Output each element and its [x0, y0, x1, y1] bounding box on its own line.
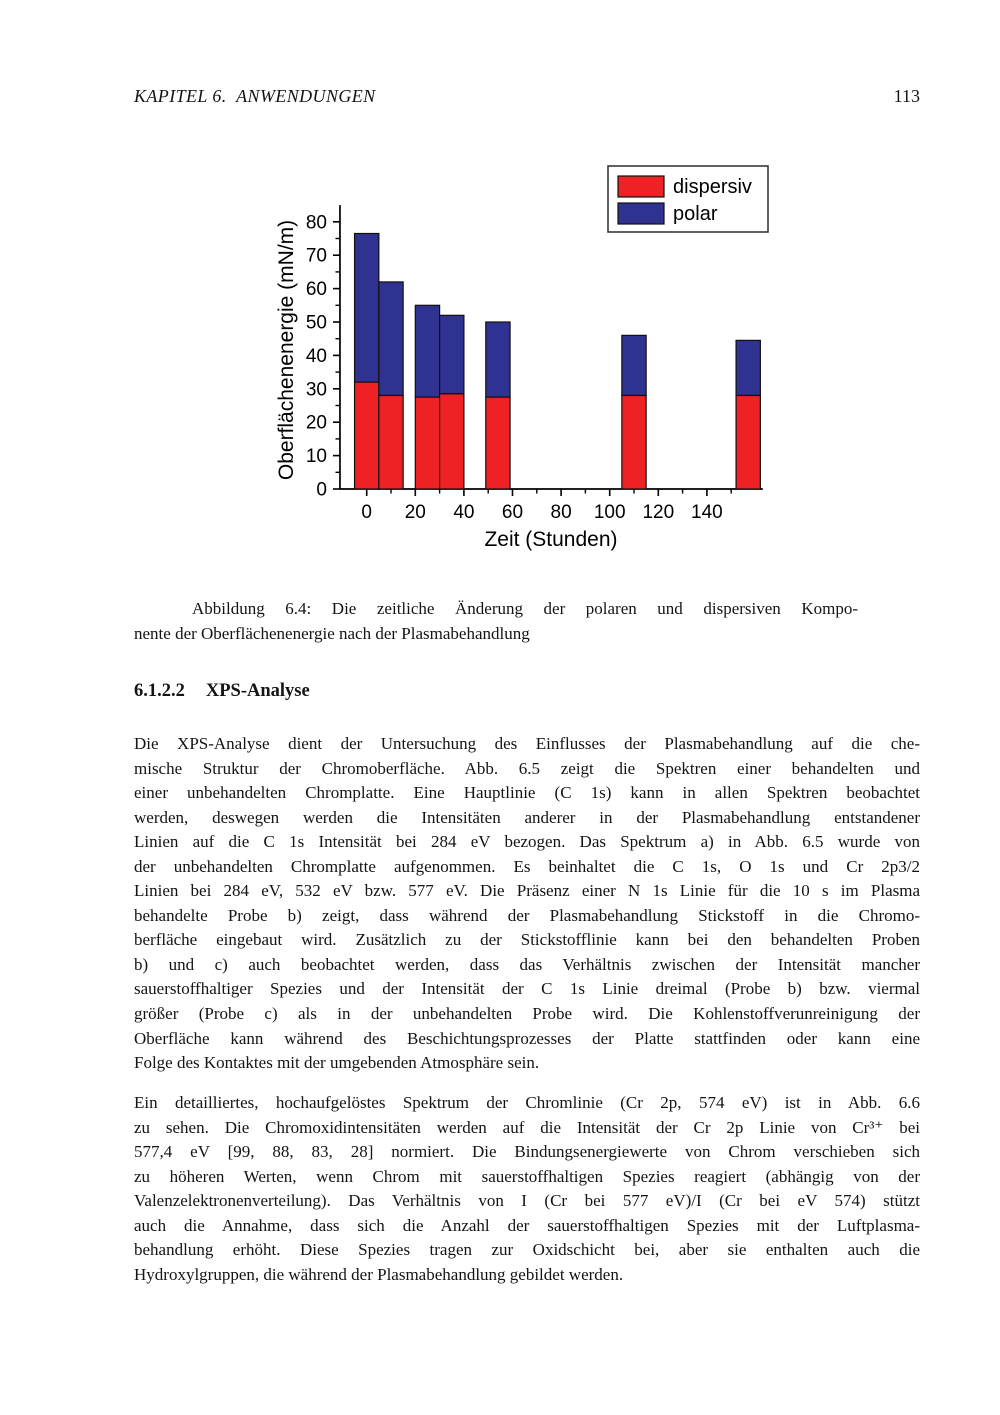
paragraph-line: b) und c) auch beobachtet werden, dass das Verhältnis zwischen der Intensität mancher [134, 954, 920, 974]
bar-polar-segment [379, 282, 403, 396]
caption-line: nente der Oberflächenenergie nach der Plasmabehandlung [134, 623, 530, 643]
legend-label-dispersiv: dispersiv [673, 176, 752, 198]
paragraph-line: behandelte Probe b) zeigt, dass während der Plasmabehandlung Stickstoff in die Chromo- [134, 905, 920, 925]
paragraph-line: Valenzelektronenverteilung). Das Verhältnis von I (Cr bei 577 eV)/I (Cr bei eV 574) stützt [134, 1191, 920, 1211]
paragraph-line: mische Struktur der Chromoberfläche. Abb. 6.5 zeigt die Spektren einer behandelten und [134, 758, 920, 778]
y-axis-title: Oberflächenenergie (mN/m) [275, 219, 298, 481]
bar-dispersiv-segment [440, 394, 464, 489]
y-tick-label: 0 [316, 479, 327, 501]
paragraph-line: Linien auf die C 1s Intensität bei 284 eV bezogen. Das Spektrum a) in Abb. 6.5 wurde von [134, 832, 920, 852]
x-tick-label: 20 [404, 502, 426, 523]
body-paragraph-1 [134, 732, 920, 1076]
y-tick-label: 60 [305, 279, 327, 301]
bar-dispersiv-segment [622, 395, 646, 489]
y-tick-label: 30 [305, 379, 327, 401]
section-title: XPS-Analyse [205, 681, 310, 701]
stacked-bar-chart [270, 150, 790, 560]
bar-dispersiv-segment [415, 397, 439, 489]
legend-swatch-polar [618, 203, 664, 224]
bar-dispersiv-segment [736, 395, 760, 489]
section-heading [134, 681, 310, 702]
paragraph-line: der unbehandelten Chromplatte aufgenommen. Es beinhaltet die C 1s, O 1s und Cr 2p3/2 [134, 856, 920, 876]
paragraph-line: Hydroxylgruppen, die während der Plasmabehandlung gebildet werden. [134, 1264, 624, 1284]
figure-surface-energy-chart [270, 150, 790, 560]
paragraph-line: einer unbehandelten Chromplatte. Eine Hauptlinie (C 1s) kann in allen Spektren beobachtet [134, 783, 920, 803]
y-tick-label: 20 [305, 412, 327, 434]
bar-polar-segment [622, 335, 646, 395]
x-tick-label: 140 [691, 502, 723, 523]
paragraph-line: Linien bei 284 eV, 532 eV bzw. 577 eV. Die Präsenz einer N 1s Linie für die 10 s im Plasma [134, 881, 920, 901]
paragraph-line: auch die Annahme, dass sich die Anzahl der sauerstoffhaltigen Spezies mit der Luftplasma- [134, 1215, 920, 1235]
figure-caption [134, 597, 858, 646]
paragraph-line: 577,4 eV [99, 88, 83, 28] normiert. Die Bindungsenergiewerte von Chrom verschieben sich [134, 1142, 920, 1162]
y-tick-label: 70 [305, 245, 327, 267]
y-tick-label: 50 [305, 312, 327, 334]
bar-polar-segment [486, 322, 510, 397]
x-tick-label: 0 [361, 502, 372, 523]
paragraph-line: Folge des Kontaktes mit der umgebenden Atmosphäre sein. [134, 1053, 540, 1073]
paragraph-line: Die XPS-Analyse dient der Untersuchung des Einflusses der Plasmabehandlung auf die che- [134, 734, 920, 753]
x-tick-label: 40 [453, 502, 475, 523]
page-number: 113 [893, 86, 920, 106]
paragraph-line: berfläche eingebaut wird. Zusätzlich zu der Stickstofflinie kann bei den behandelten Proben [134, 930, 920, 950]
y-tick-label: 80 [305, 212, 327, 234]
bar-polar-segment [736, 340, 760, 395]
legend-label-polar: polar [673, 203, 718, 225]
paragraph-line: werden, deswegen werden die Intensitäten anderer in der Plasmabehandlung entstandener [134, 807, 920, 827]
bar-dispersiv-segment [486, 397, 510, 489]
bar-polar-segment [415, 305, 439, 397]
x-axis-title: Zeit (Stunden) [484, 528, 618, 551]
paragraph-line: Oberfläche kann während des Beschichtungsprozesses der Platte stattfinden oder kann eine [134, 1028, 920, 1048]
y-tick-label: 10 [305, 446, 327, 468]
bar-dispersiv-segment [379, 395, 403, 489]
caption-line: Abbildung 6.4: Die zeitliche Änderung der polaren und dispersiven Kompo- [192, 599, 858, 618]
paragraph-line: zu höheren Werten, wenn Chrom mit sauerstoffhaltigen Spezies reagiert (abhängig von der [134, 1166, 920, 1186]
x-tick-label: 60 [501, 502, 524, 523]
paragraph-line: größer (Probe c) als in der unbehandelten Probe wird. Die Kohlenstoffverunreinigung der [134, 1004, 920, 1024]
y-tick-label: 40 [305, 345, 327, 367]
bar-polar-segment [440, 315, 464, 393]
legend-swatch-dispersiv [618, 176, 664, 197]
paragraph-line: behandlung erhöht. Diese Spezies tragen zur Oxidschicht bei, aber sie enthalten auch die [134, 1240, 920, 1260]
section-number: 6.1.2.2 [134, 681, 185, 701]
x-tick-label: 100 [593, 502, 626, 523]
paragraph-line: zu sehen. Die Chromoxidintensitäten werden auf die Intensität der Cr 2p Linie von Cr³⁺ bei [134, 1117, 920, 1137]
bar-dispersiv-segment [355, 382, 379, 489]
paragraph-line: sauerstoffhaltiger Spezies und der Intensität der C 1s Linie dreimal (Probe b) bzw. viermal [134, 979, 920, 999]
paragraph-line: Ein detailliertes, hochaufgelöstes Spektrum der Chromlinie (Cr 2p, 574 eV) ist in Abb. 6.6 [134, 1093, 920, 1112]
x-tick-label: 80 [550, 502, 572, 523]
body-paragraph-2 [134, 1091, 920, 1287]
x-tick-label: 120 [642, 502, 675, 523]
bar-polar-segment [355, 233, 379, 382]
running-header-chapter: KAPITEL 6. ANWENDUNGEN [134, 86, 376, 106]
